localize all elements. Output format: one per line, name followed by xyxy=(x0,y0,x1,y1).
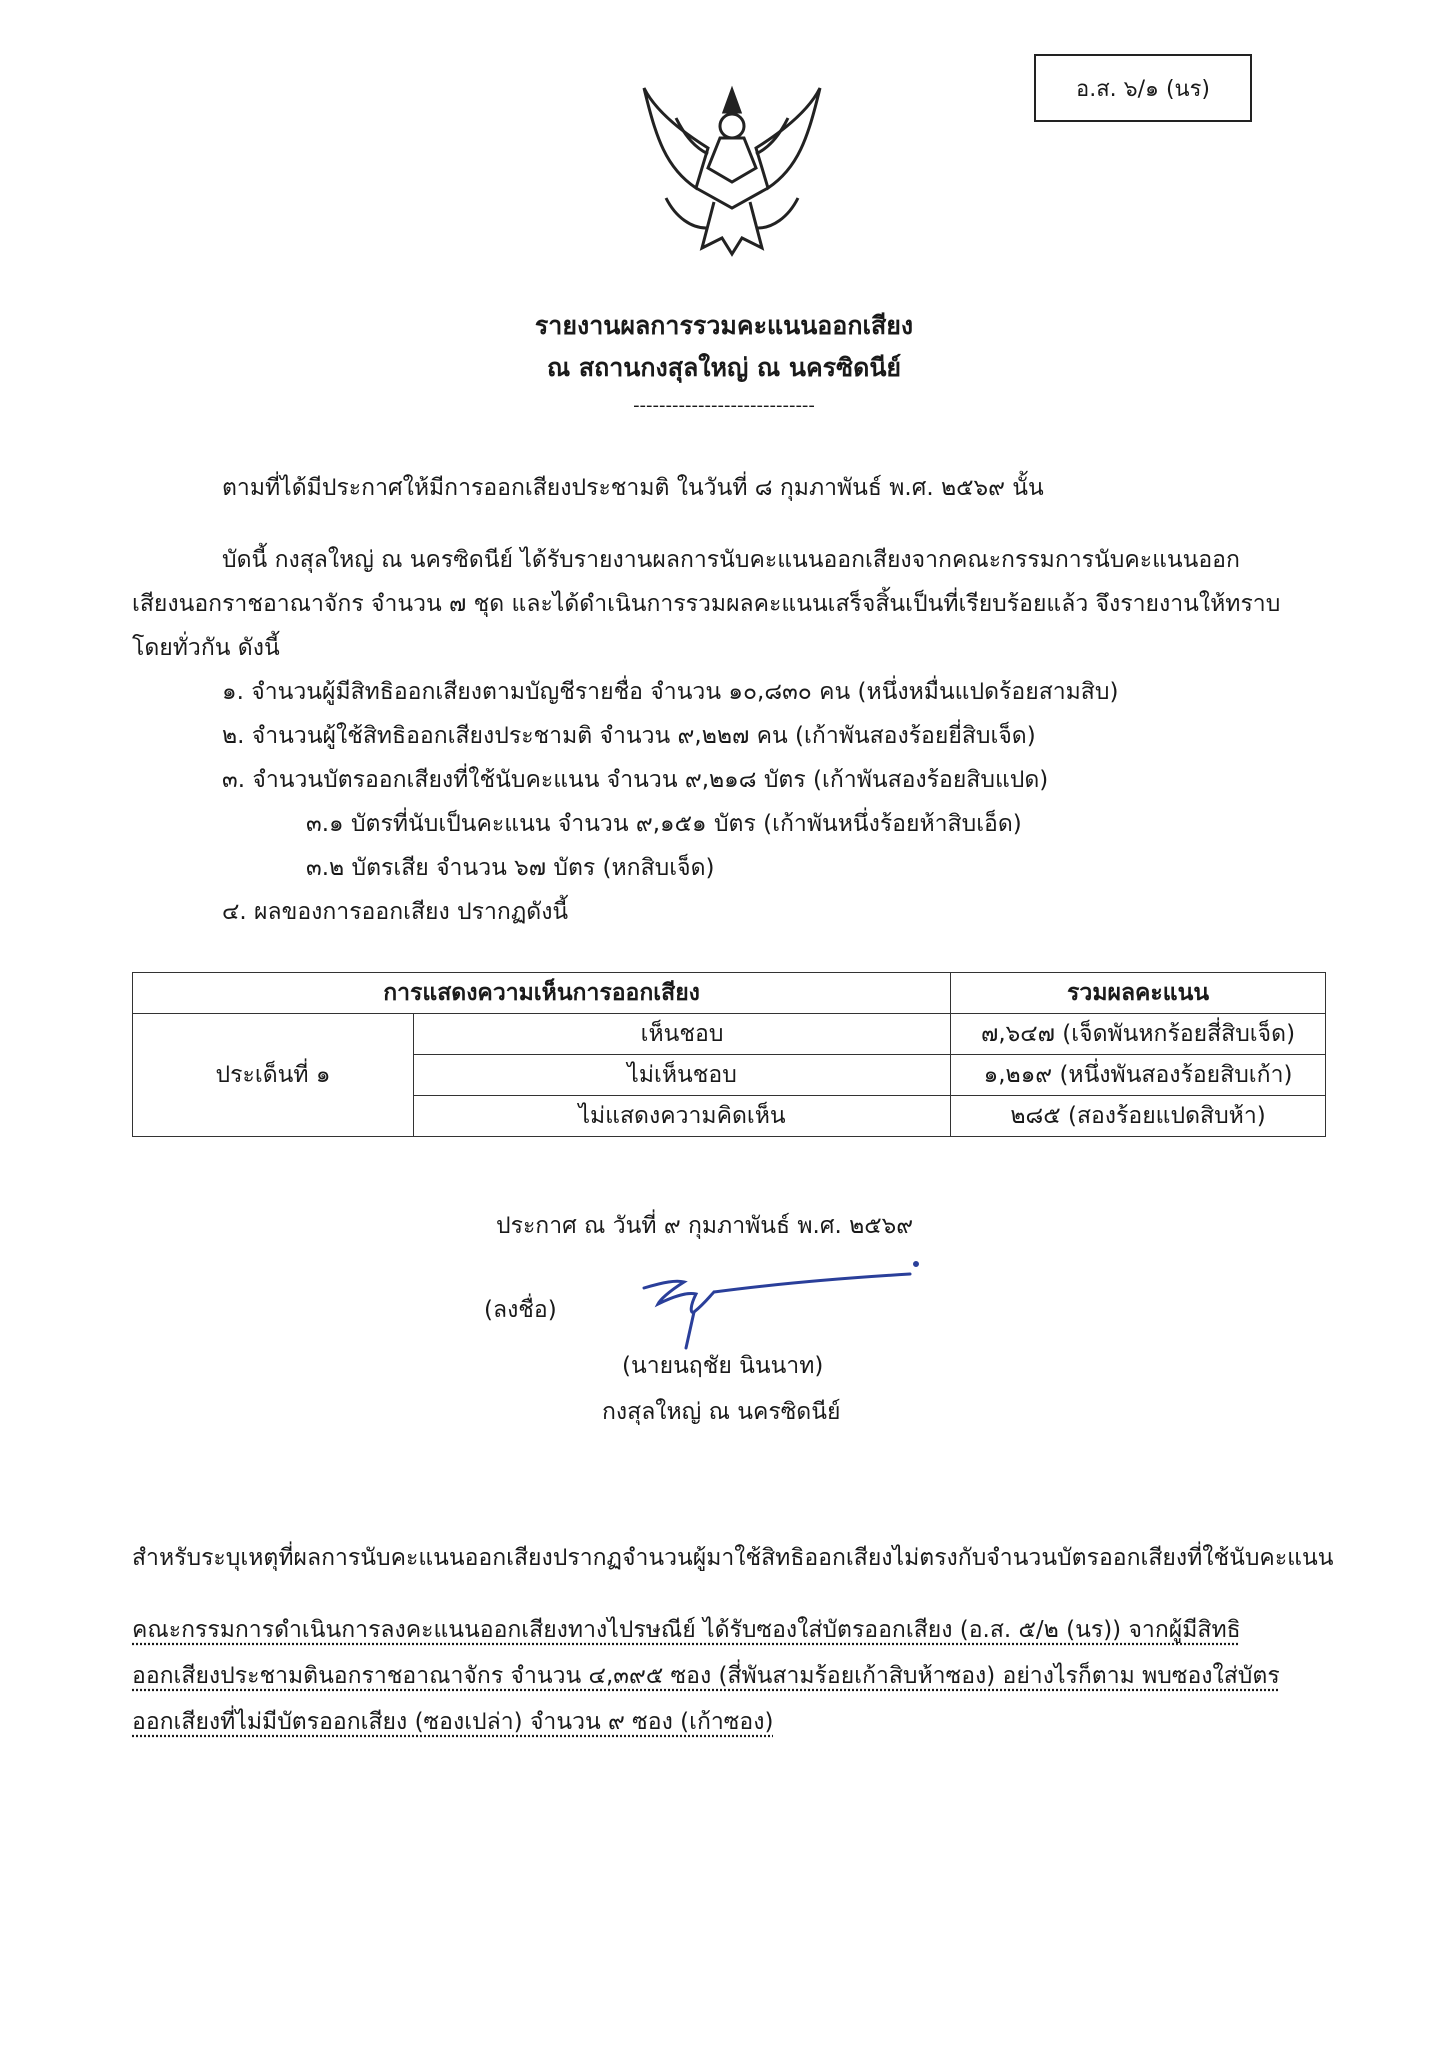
note-line-3: ออกเสียงที่ไม่มีบัตรออกเสียง (ซองเปล่า) จำนวน ๙ ซอง (เก้าซอง) xyxy=(132,1709,774,1735)
list-item: ๓.๑ บัตรที่นับเป็นคะแนน จำนวน ๙,๑๕๑ บัตร (เก้าพันหนึ่งร้อยห้าสิบเอ็ด) xyxy=(306,811,1022,837)
option-cell: ไม่เห็นชอบ xyxy=(414,1055,951,1096)
table-header-row xyxy=(133,973,1326,1014)
title-line-1: รายงานผลการรวมคะแนนออกเสียง xyxy=(534,311,914,340)
signature-icon xyxy=(624,1252,924,1352)
sign-label: (ลงชื่อ) xyxy=(484,1297,557,1323)
garuda-emblem-icon xyxy=(636,78,828,264)
header-total: รวมผลคะแนน xyxy=(951,973,1326,1014)
title-line-2: ณ สถานกงสุลใหญ่ ณ นครซิดนีย์ xyxy=(546,353,902,382)
note-line-1: คณะกรรมการดำเนินการลงคะแนนออกเสียงทางไปรษณีย์ ได้รับซองใส่บัตรออกเสียง (อ.ส. ๕/๒ (นร)) จากผู้มีสิทธิ xyxy=(132,1617,1241,1643)
total-cell: ๗,๖๔๗ (เจ็ดพันหกร้อยสี่สิบเจ็ด) xyxy=(951,1014,1326,1055)
header-opinion: การแสดงความเห็นการออกเสียง xyxy=(133,973,951,1014)
para2-line-1: บัดนี้ กงสุลใหญ่ ณ นครซิดนีย์ ได้รับรายงานผลการนับคะแนนออกเสียงจากคณะกรรมการนับคะแนนออก xyxy=(222,547,1240,573)
results-table xyxy=(132,972,1326,1137)
total-cell: ๒๘๕ (สองร้อยแปดสิบห้า) xyxy=(951,1096,1326,1137)
title-separator: ---------------------------- xyxy=(633,395,815,416)
list-item: ๔. ผลของการออกเสียง ปรากฏดังนี้ xyxy=(222,899,569,925)
para2-line-3: โดยทั่วกัน ดังนี้ xyxy=(132,635,280,661)
announcement-date: ประกาศ ณ วันที่ ๙ กุมภาพันธ์ พ.ศ. ๒๕๖๙ xyxy=(496,1213,914,1239)
list-item: ๒. จำนวนผู้ใช้สิทธิออกเสียงประชามติ จำนวน ๙,๒๒๗ คน (เก้าพันสองร้อยยี่สิบเจ็ด) xyxy=(222,723,1036,749)
signer-name: (นายนฤชัย นินนาท) xyxy=(622,1353,824,1379)
list-item: ๓.๒ บัตรเสีย จำนวน ๖๗ บัตร (หกสิบเจ็ด) xyxy=(306,855,715,881)
option-cell: ไม่แสดงความคิดเห็น xyxy=(414,1096,951,1137)
signer-title: กงสุลใหญ่ ณ นครซิดนีย์ xyxy=(602,1399,841,1425)
list-item: ๑. จำนวนผู้มีสิทธิออกเสียงตามบัญชีรายชื่อ จำนวน ๑๐,๘๓๐ คน (หนึ่งหมื่นแปดร้อยสามสิบ) xyxy=(222,679,1119,705)
issue-label: ประเด็นที่ ๑ xyxy=(133,1014,414,1137)
para2-line-2: เสียงนอกราชอาณาจักร จำนวน ๗ ชุด และได้ดำเนินการรวมผลคะแนนเสร็จสิ้นเป็นที่เรียบร้อยแล้ว จึงรายงานให้ทราบ xyxy=(132,591,1281,617)
note-heading: สำหรับระบุเหตุที่ผลการนับคะแนนออกเสียงปรากฏจำนวนผู้มาใช้สิทธิออกเสียงไม่ตรงกับจำนวนบัตรออกเสียงที่ใช้นับคะแนน xyxy=(132,1545,1334,1571)
form-code-box xyxy=(1034,54,1252,122)
table-row xyxy=(133,1014,1326,1055)
note-line-2: ออกเสียงประชามตินอกราชอาณาจักร จำนวน ๔,๓๙๕ ซอง (สี่พันสามร้อยเก้าสิบห้าซอง) อย่างไรก็ตาม พบซองใส่บัตร xyxy=(132,1663,1280,1689)
list-item: ๓. จำนวนบัตรออกเสียงที่ใช้นับคะแนน จำนวน ๙,๒๑๘ บัตร (เก้าพันสองร้อยสิบแปด) xyxy=(222,767,1049,793)
intro-paragraph: ตามที่ได้มีประกาศให้มีการออกเสียงประชามติ ในวันที่ ๘ กุมภาพันธ์ พ.ศ. ๒๕๖๙ นั้น xyxy=(222,475,1044,501)
form-code: อ.ส. ๖/๑ (นร) xyxy=(1076,76,1210,102)
option-cell: เห็นชอบ xyxy=(414,1014,951,1055)
total-cell: ๑,๒๑๙ (หนึ่งพันสองร้อยสิบเก้า) xyxy=(951,1055,1326,1096)
